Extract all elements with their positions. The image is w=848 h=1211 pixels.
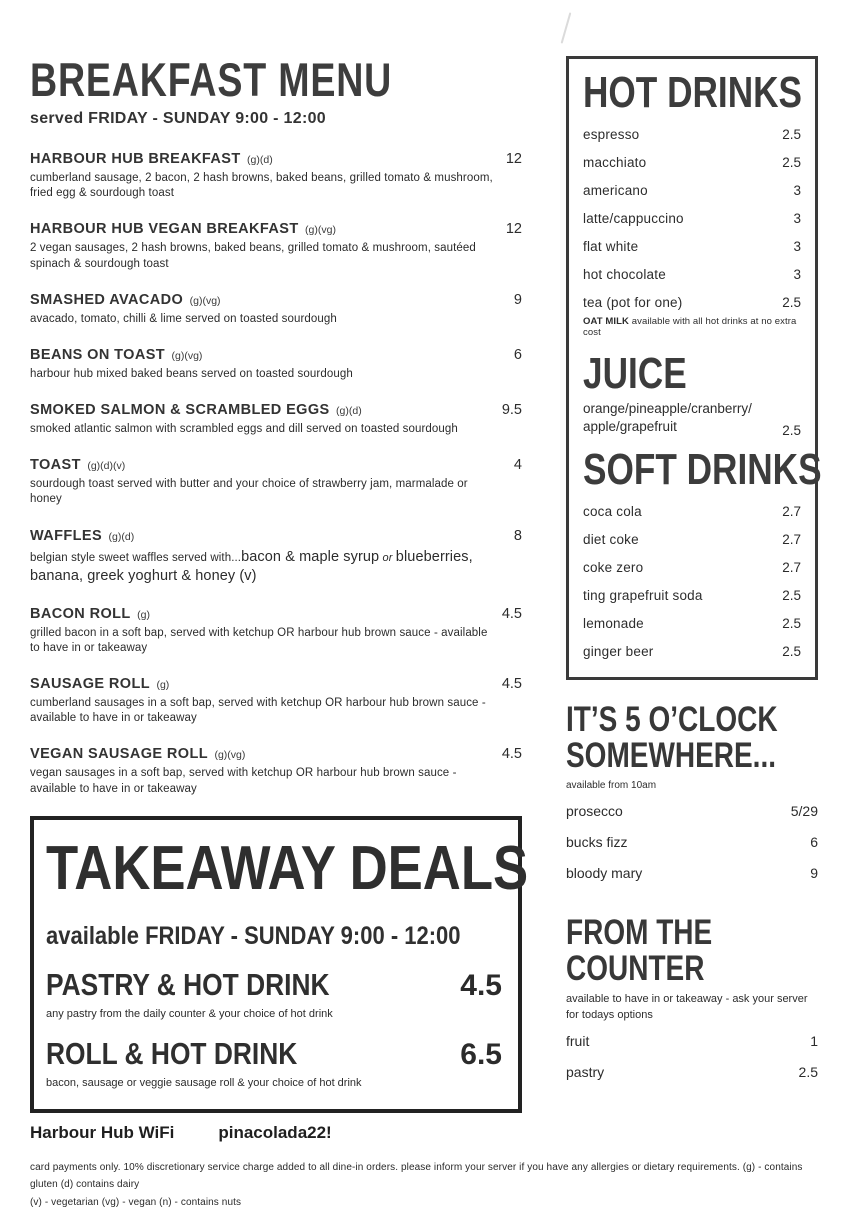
takeaway-title: [46, 833, 529, 903]
left-column: [30, 53, 529, 1113]
item-price: 4.5: [501, 676, 522, 693]
menu-item-beans-on-toast: [30, 346, 522, 382]
drink-name: ginger beer: [583, 644, 654, 660]
item-dietary-tags: (g): [156, 679, 170, 692]
juice-flavours-line2: apple/grapefruit: [583, 419, 677, 435]
drink-row-diet-coke: [583, 532, 801, 547]
drink-price: 2.5: [782, 155, 801, 170]
item-dietary-tags: (g)(vg): [189, 294, 221, 307]
drink-row-ginger-beer: [583, 644, 801, 659]
drink-row-tea: [583, 295, 801, 310]
deal-name: [46, 967, 380, 1003]
page-subtitle: served FRIDAY - SUNDAY 9:00 - 12:00: [30, 110, 326, 127]
fine-print-line2: (v) - vegetarian (vg) - vegan (n) - contains nuts: [30, 1196, 242, 1208]
takeaway-deals-box: [30, 816, 529, 1113]
item-price: 12: [505, 151, 522, 167]
drink-name: tea (pot for one): [583, 295, 683, 310]
menu-item-smoked-salmon: [30, 401, 522, 437]
drink-price: 3: [793, 239, 801, 254]
wifi-password: pinacolada22!: [218, 1122, 332, 1142]
drink-row-macchiato: [583, 155, 801, 170]
item-description: sourdough toast served with butter and your choice of strawberry jam, marmalade or honey: [30, 478, 468, 506]
menu-item-harbour-hub-breakfast: [30, 150, 522, 201]
drink-row-lemonade: [583, 616, 801, 631]
waffles-or: or: [382, 551, 393, 564]
item-name: TOAST: [30, 457, 81, 474]
deal-name: [46, 1036, 342, 1072]
drink-name: coke zero: [583, 560, 644, 576]
drink-price: 2.5: [782, 616, 801, 632]
deal-price: 4.5: [460, 968, 502, 1002]
counter-heading-line1: FROM THE: [566, 912, 713, 952]
item-price: 9: [513, 291, 522, 308]
drink-name: latte/cappuccino: [583, 211, 684, 226]
drink-name: ting grapefruit soda: [583, 588, 703, 604]
drink-price: 3: [793, 183, 801, 198]
drink-price: 2.7: [782, 560, 801, 576]
drink-price: 2.5: [782, 644, 801, 660]
item-price: 9: [810, 864, 818, 881]
item-dietary-tags: (g)(d): [247, 154, 273, 166]
item-description: [30, 548, 500, 586]
from-the-counter-section: [566, 912, 818, 1080]
row-bloody-mary: [566, 865, 818, 881]
item-price: 9.5: [501, 402, 522, 419]
counter-heading: [566, 912, 818, 988]
item-name: bloody mary: [566, 864, 643, 881]
waffles-option-b: blueberries, banana, greek yoghurt & honey (v): [30, 548, 473, 584]
drink-name: coca cola: [583, 504, 642, 520]
drink-row-espresso: [583, 127, 801, 142]
item-name: HARBOUR HUB BREAKFAST: [30, 151, 241, 167]
drink-row-coca-cola: [583, 504, 801, 519]
takeaway-subtitle-text: available FRIDAY - SUNDAY 9:00 - 12:00: [46, 921, 461, 950]
item-price: 6: [810, 833, 818, 850]
item-price: 12: [505, 221, 522, 238]
item-name: prosecco: [566, 802, 623, 819]
item-name: VEGAN SAUSAGE ROLL: [30, 746, 208, 763]
item-dietary-tags: (g)(d): [108, 530, 135, 543]
menu-item-vegan-breakfast: [30, 220, 522, 271]
oat-milk-note-rest: available with all hot drinks at no extra cost: [583, 316, 797, 338]
drink-name: macchiato: [583, 155, 647, 170]
item-description: harbour hub mixed baked beans served on toasted sourdough: [30, 367, 353, 380]
right-column: [566, 56, 822, 1095]
row-pastry: [566, 1064, 818, 1080]
item-name: SAUSAGE ROLL: [30, 676, 150, 693]
item-description: smoked atlantic salmon with scrambled eggs and dill served on toasted sourdough: [30, 423, 458, 436]
item-name: SMOKED SALMON & SCRAMBLED EGGS: [30, 402, 330, 419]
item-name: SMASHED AVACADO: [30, 291, 184, 308]
deal-name-text: PASTRY & HOT DRINK: [46, 966, 330, 1002]
counter-subtitle: available to have in or takeaway - ask your server for todays options: [566, 993, 808, 1021]
drink-price: 2.7: [782, 504, 801, 520]
drink-name: espresso: [583, 127, 640, 142]
item-description: 2 vegan sausages, 2 hash browns, baked beans, grilled tomato & mushroom, sautéed spinach & sourdough toast: [30, 242, 476, 270]
item-description: vegan sausages in a soft bap, served with ketchup OR harbour hub brown sauce - available to have in or takeaway: [30, 767, 457, 795]
item-dietary-tags: (g)(vg): [214, 749, 246, 762]
item-price: 5/29: [790, 802, 818, 819]
juice-row: [583, 400, 801, 438]
item-dietary-tags: (g)(d)(v): [87, 460, 126, 473]
item-dietary-tags: (g): [137, 608, 150, 621]
item-price: 4.5: [501, 605, 522, 622]
item-name: BACON ROLL: [30, 605, 131, 622]
drink-price: 2.5: [782, 295, 801, 310]
drink-price: 3: [793, 267, 801, 282]
item-price: 2.5: [798, 1063, 818, 1080]
soft-drinks-heading: [583, 445, 822, 495]
waffles-option-a: bacon & maple syrup: [241, 548, 380, 565]
oat-milk-note: [583, 316, 801, 338]
item-description: grilled bacon in a soft bap, served with ketchup OR harbour hub brown sauce - available to have in or takeaway: [30, 626, 488, 654]
waffles-desc-prefix: belgian style sweet waffles served with...: [30, 551, 242, 564]
item-name: bucks fizz: [566, 833, 628, 850]
menu-item-vegan-sausage-roll: [30, 745, 522, 796]
wifi-label: Harbour Hub WiFi: [30, 1122, 175, 1142]
fine-print-line1: card payments only. 10% discretionary service charge added to all dine-in orders. please inform your server if you have any allergies or dietary requirements. (g) - contains gluten (d) contains dairy: [30, 1161, 803, 1191]
five-oclock-heading: [566, 700, 818, 776]
item-name: HARBOUR HUB VEGAN BREAKFAST: [30, 221, 299, 238]
item-name: WAFFLES: [30, 527, 103, 544]
drink-row-coke-zero: [583, 560, 801, 575]
drink-row-hot-chocolate: [583, 267, 801, 282]
row-bucks-fizz: [566, 834, 818, 850]
deal-price: 6.5: [460, 1037, 502, 1071]
oat-milk-note-bold: OAT MILK: [583, 316, 630, 327]
drink-row-ting: [583, 588, 801, 603]
drink-price: 3: [793, 211, 801, 226]
juice-price: 2.5: [782, 423, 801, 439]
fine-print: [30, 1159, 820, 1211]
deal-pastry-hot-drink: [46, 967, 502, 1020]
item-description: cumberland sausages in a soft bap, served with ketchup OR harbour hub brown sauce - available to have in or takeaway: [30, 697, 486, 725]
soft-drinks-heading-text: SOFT DRINKS: [583, 445, 822, 495]
drink-price: 2.5: [782, 127, 801, 142]
wifi-line: [30, 1123, 820, 1143]
drink-name: diet coke: [583, 532, 639, 548]
item-dietary-tags: (g)(vg): [171, 349, 203, 362]
drink-row-americano: [583, 183, 801, 198]
deal-roll-hot-drink: [46, 1036, 502, 1089]
drink-name: americano: [583, 183, 648, 198]
row-prosecco: [566, 803, 818, 819]
hot-drinks-heading: [583, 68, 803, 117]
drink-row-flat-white: [583, 239, 801, 254]
item-name: BEANS ON TOAST: [30, 346, 166, 363]
item-dietary-tags: (g)(d): [336, 405, 362, 418]
deal-name-text: ROLL & HOT DRINK: [46, 1035, 298, 1071]
row-fruit: [566, 1033, 818, 1049]
menu-item-sausage-roll: [30, 675, 522, 726]
item-description: avacado, tomato, chilli & lime served on toasted sourdough: [30, 312, 337, 325]
juice-flavours-line1: orange/pineapple/cranberry/: [583, 401, 752, 416]
item-price: 4: [513, 457, 522, 474]
five-oclock-heading-line1: IT’S 5 O’CLOCK: [566, 700, 778, 740]
hot-drinks-heading-text: HOT DRINKS: [583, 68, 803, 117]
item-description: cumberland sausage, 2 bacon, 2 hash browns, baked beans, grilled tomato & mushroom, fried egg & sourdough toast: [30, 172, 493, 200]
page-title-text: BREAKFAST MENU: [30, 53, 393, 106]
drink-name: hot chocolate: [583, 267, 666, 282]
item-dietary-tags: (g)(vg): [305, 224, 336, 237]
drink-name: flat white: [583, 239, 639, 254]
drink-price: 2.7: [782, 532, 801, 548]
item-name: pastry: [566, 1063, 605, 1080]
takeaway-subtitle: [46, 922, 502, 951]
takeaway-title-text: TAKEAWAY DEALS: [46, 833, 529, 903]
drink-row-latte-cappuccino: [583, 211, 801, 226]
drinks-box: [566, 56, 822, 680]
deal-description: any pastry from the daily counter & your choice of hot drink: [46, 1007, 333, 1020]
juice-flavours: [583, 400, 752, 436]
five-oclock-section: [566, 702, 818, 880]
five-oclock-heading-line2: SOMEWHERE...: [566, 736, 777, 776]
deal-description: bacon, sausage or veggie sausage roll & your choice of hot drink: [46, 1076, 362, 1089]
juice-heading-text: JUICE: [583, 349, 687, 398]
item-name: fruit: [566, 1032, 590, 1049]
item-price: 8: [513, 527, 522, 544]
drink-name: lemonade: [583, 616, 644, 632]
item-price: 6: [513, 346, 522, 363]
menu-item-toast: [30, 456, 522, 507]
juice-heading: [583, 349, 801, 398]
counter-heading-line2: COUNTER: [566, 948, 705, 988]
drink-price: 2.5: [782, 588, 801, 604]
page-title: [30, 53, 522, 106]
item-price: 1: [810, 1032, 818, 1049]
five-oclock-subtitle: available from 10am: [566, 779, 657, 791]
menu-item-smashed-avacado: [30, 291, 522, 327]
menu-item-bacon-roll: [30, 605, 522, 656]
item-price: 4.5: [501, 746, 522, 763]
footer: [30, 1123, 820, 1211]
menu-item-waffles: [30, 527, 522, 586]
